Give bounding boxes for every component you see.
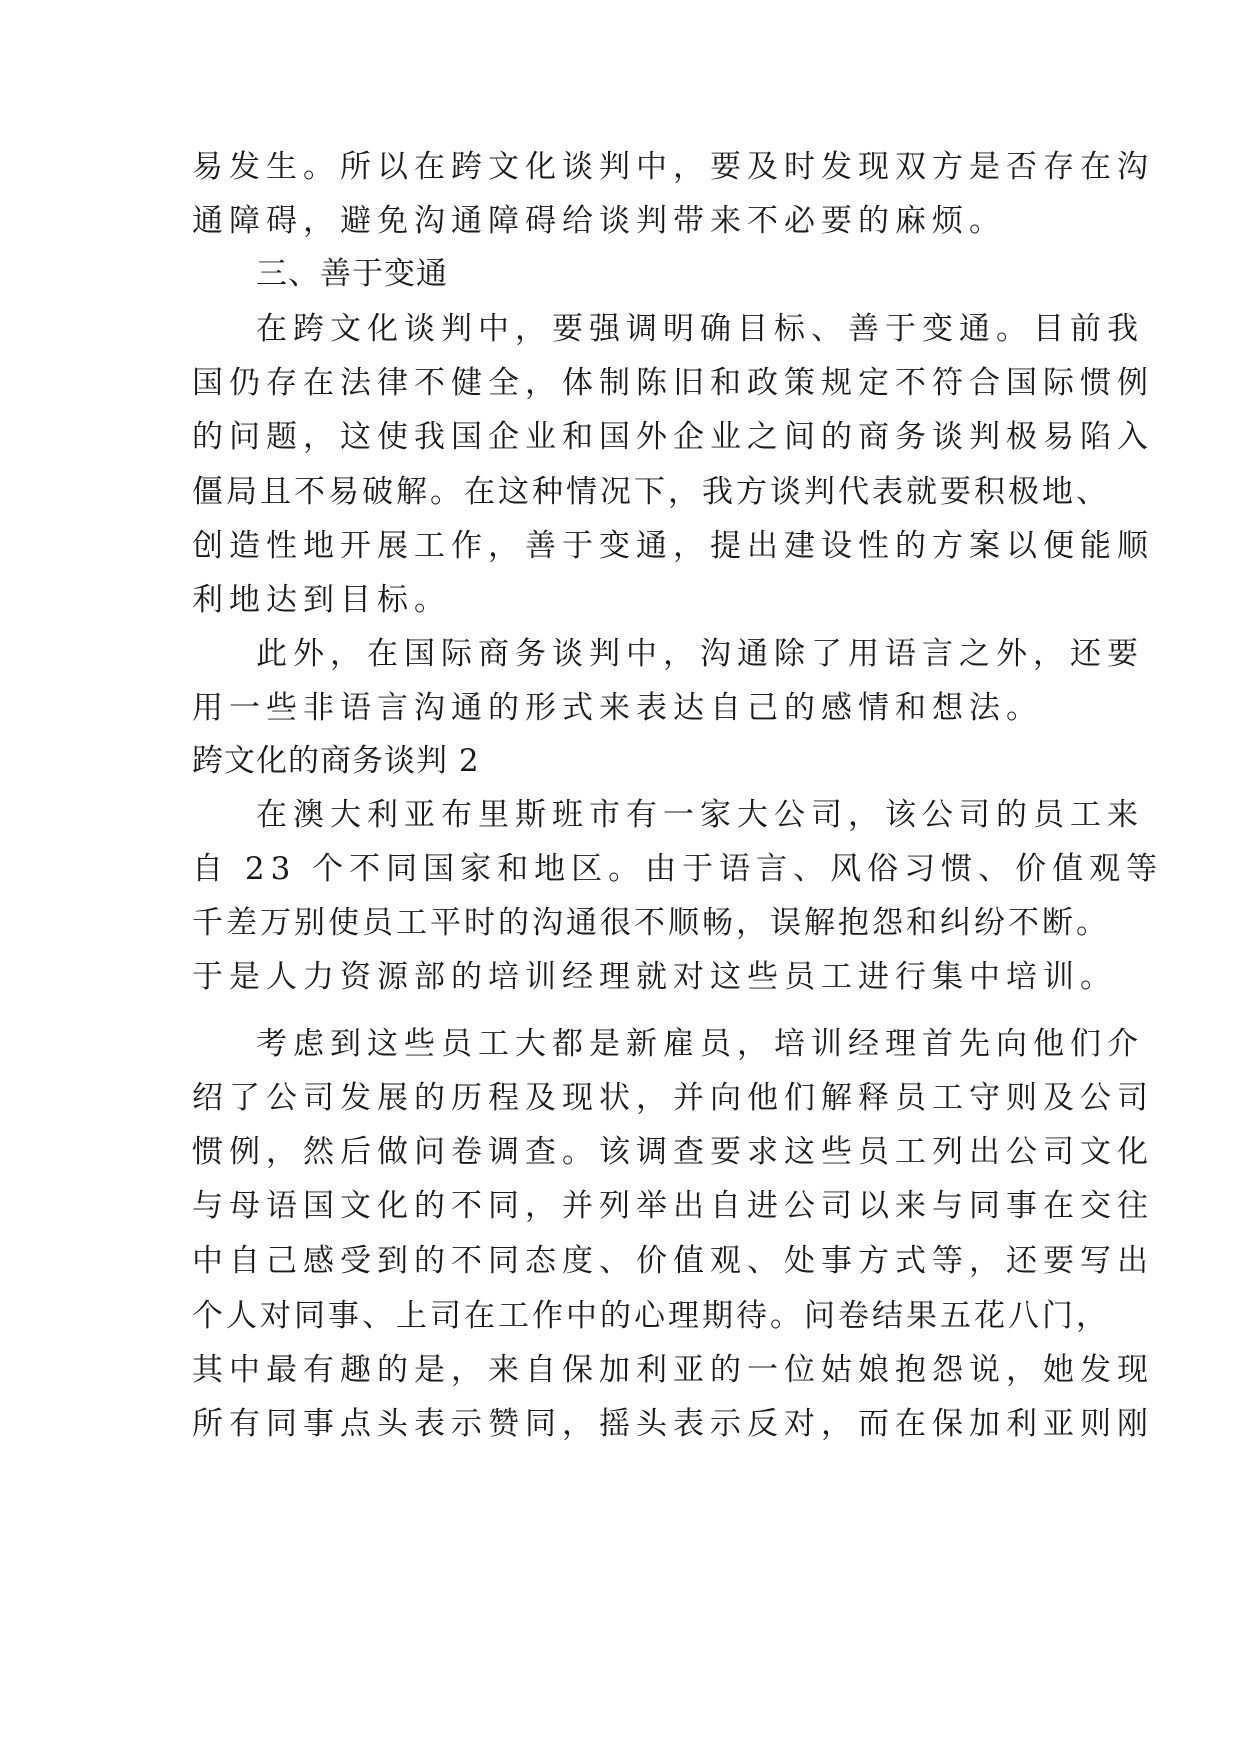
text-line: 所有同事点头表示赞同，摇头表示反对，而在保加利亚则刚 — [192, 1406, 1154, 1442]
text-line: 易发生。所以在跨文化谈判中，要及时发现双方是否存在沟 — [192, 149, 1154, 185]
text-line: 中自己感受到的不同态度、价值观、处事方式等，还要写出 — [192, 1243, 1154, 1279]
document-title: 跨文化的商务谈判 2 — [192, 743, 480, 779]
text-line: 用一些非语言沟通的形式来表达自己的感情和想法。 — [192, 690, 1043, 726]
text-line: 此外，在国际商务谈判中，沟通除了用语言之外，还要 — [256, 636, 1144, 672]
text-line: 利地达到目标。 — [192, 582, 451, 618]
text-line: 与母语国文化的不同，并列举出自进公司以来与同事在交往 — [192, 1188, 1154, 1224]
section-heading: 三、善于变通 — [256, 256, 448, 292]
text-line: 绍了公司发展的历程及现状，并向他们解释员工守则及公司 — [192, 1080, 1154, 1116]
text-line: 创造性地开展工作，善于变通，提出建设性的方案以便能顺 — [192, 528, 1154, 564]
text-line: 僵局且不易破解。在这种情况下，我方谈判代表就要积极地、 — [192, 474, 1110, 510]
text-line: 国仍存在法律不健全，体制陈旧和政策规定不符合国际惯例 — [192, 365, 1154, 401]
text-line: 千差万别使员工平时的沟通很不顺畅，误解抱怨和纠纷不断。 — [192, 905, 1110, 941]
text-line: 其中最有趣的是，来自保加利亚的一位姑娘抱怨说，她发现 — [192, 1352, 1154, 1388]
text-line: 于是人力资源部的培训经理就对这些员工进行集中培训。 — [192, 959, 1117, 995]
text-line: 考虑到这些员工大都是新雇员，培训经理首先向他们介 — [256, 1026, 1144, 1062]
text-line: 在跨文化谈判中，要强调明确目标、善于变通。目前我 — [256, 311, 1144, 347]
text-line: 通障碍，避免沟通障碍给谈判带来不必要的麻烦。 — [192, 203, 1006, 239]
text-line: 在澳大利亚布里斯班市有一家大公司，该公司的员工来 — [256, 797, 1144, 833]
text-line: 的问题，这使我国企业和国外企业之间的商务谈判极易陷入 — [192, 419, 1154, 455]
text-line: 个人对同事、上司在工作中的心理期待。问卷结果五花八门， — [192, 1298, 1110, 1334]
text-line: 自 23 个不同国家和地区。由于语言、风俗习惯、价值观等 — [192, 851, 1164, 887]
text-line: 惯例，然后做问卷调查。该调查要求这些员工列出公司文化 — [192, 1134, 1154, 1170]
